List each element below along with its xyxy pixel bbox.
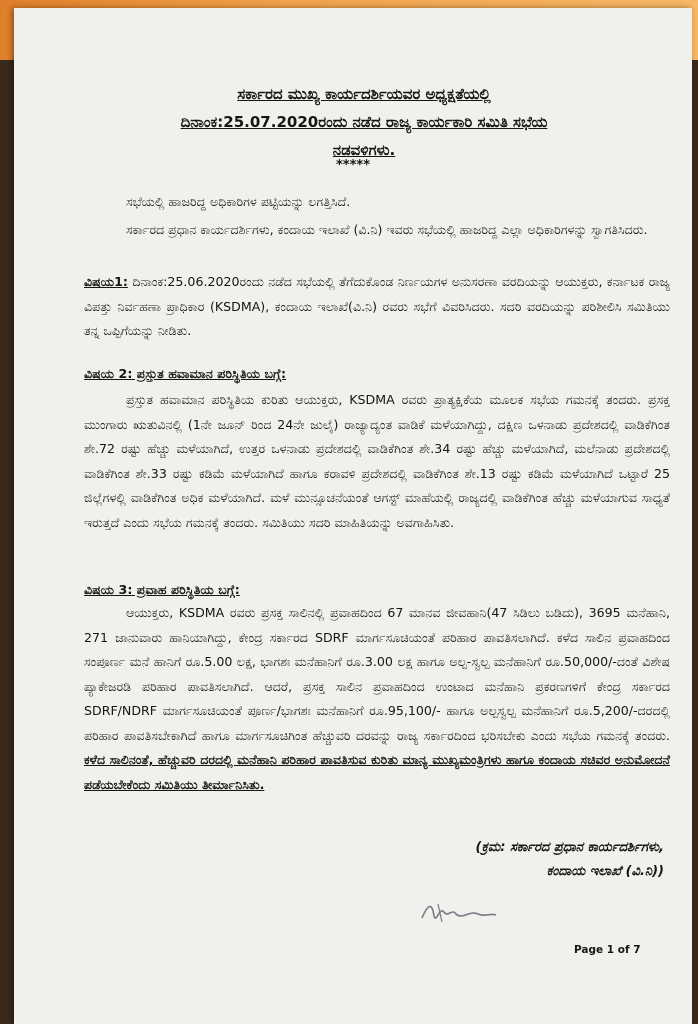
title-line-1: ಸರ್ಕಾರದ ಮುಖ್ಯ ಕಾರ್ಯದರ್ಶಿಯವರ ಅಧ್ಯಕ್ಷತೆಯಲ್ಲಿ [237,85,491,103]
page-number: Page 1 of 7 [574,944,641,956]
title-line-3: ನಡವಳಿಗಳು. [332,141,396,159]
action-line-1: (ಕ್ರಮ: ಸರ್ಕಾರದ ಪ್ರಧಾನ ಕಾರ್ಯದರ್ಶಿಗಳು, [475,840,664,855]
subject-3-resolution: ಕಳೆದ ಸಾಲಿನಂತೆ, ಹೆಚ್ಚುವರಿ ದರದಲ್ಲಿ ಮನೆಹಾನಿ ಪರಿಹಾರ ಪಾವತಿಸುವ ಕುರಿತು ಮಾನ್ಯ ಮುಖ್ಯಮಂತ್ರಿಗಳು ಹಾಗೂ ಕಂದಾಯ ಸಚಿವರ ಅನುಮೋದನೆ ಪಡೆಯಬೇಕೆಂದು ಸಮಿತಿಯು ತೀರ್ಮಾನಿಸಿತು. [84,752,670,792]
separator: ***** [336,158,370,173]
document-page [14,8,692,1024]
signature-mark [418,896,500,930]
subject-2-text: ಪ್ರಸ್ತುತ ಹವಾಮಾನ ಪರಿಸ್ಥಿತಿಯ ಕುರಿತು ಆಯುಕ್ತರು, KSDMA ರವರು ಪ್ರಾತ್ಯಕ್ಷಿಕೆಯ ಮೂಲಕ ಸಭೆಯ ಗಮನಕ್ಕೆ ತಂದರು. ಪ್ರಸಕ್ತ ಮುಂಗಾರು ಋತುವಿನಲ್ಲಿ (1ನೇ ಜೂನ್ ರಿಂದ 24ನೇ ಜುಲೈ) ರಾಜ್ಯಾದ್ಯಂತ ವಾಡಿಕೆ ಮಳೆಯಾಗಿದ್ದು, ದಕ್ಷಿಣ ಒಳನಾಡು ಪ್ರದೇಶದಲ್ಲಿ ವಾಡಿಕೆಗಿಂತ ಶೇ.72 ರಷ್ಟು ಹೆಚ್ಚು ಮಳೆಯಾಗಿದೆ, ಉತ್ತರ ಒಳನಾಡು ಪ್ರದೇಶದಲ್ಲಿ ವಾಡಿಕೆಗಿಂತ ಶೇ.34 ರಷ್ಟು ಹೆಚ್ಚು ಮಳೆಯಾಗಿದೆ, ಮಲೆನಾಡು ಪ್ರದೇಶದಲ್ಲಿ ವಾಡಿಕೆಗಿಂತ ಶೇ.33 ರಷ್ಟು ಕಡಿಮೆ ಮಳೆಯಾಗಿದೆ ಹಾಗೂ ಕರಾವಳಿ ಪ್ರದೇಶದಲ್ಲಿ ವಾಡಿಕೆಗಿಂತ ಶೇ.13 ರಷ್ಟು ಕಡಿಮೆ ಮಳೆಯಾಗಿದೆ ಒಟ್ಟಾರೆ 25 ಜಿಲ್ಲೆಗಳಲ್ಲಿ ವಾಡಿಕೆಗಿಂತ ಅಧಿಕ ಮಳೆಯಾಗಿದೆ. ಮಳೆ ಮುನ್ಸೂಚನೆಯಂತೆ ಆಗಸ್ಟ್ ಮಾಹೆಯಲ್ಲಿ ರಾಜ್ಯದಲ್ಲಿ ವಾಡಿಕೆಗಿಂತ ಹೆಚ್ಚು ಮಳೆಯಾಗುವ ಸಾಧ್ಯತೆ ಇರುತ್ತದೆ ಎಂದು ಸಭೆಯ ಗಮನಕ್ಕೆ ತಂದರು. ಸಮಿತಿಯು ಸದರಿ ಮಾಹಿತಿಯನ್ನು ಅವಗಾಹಿಸಿತು. [84,392,670,530]
attendance-note: ಸಭೆಯಲ್ಲಿ ಹಾಜರಿದ್ದ ಅಧಿಕಾರಿಗಳ ಪಟ್ಟಿಯನ್ನು ಲಗತ್ತಿಸಿದೆ. [126,194,351,209]
action-line-2: ಕಂದಾಯ ಇಲಾಖೆ (ವಿ.ನಿ)) [546,864,664,879]
title-line-2: ದಿನಾಂಕ:25.07.2020ರಂದು ನಡೆದ ರಾಜ್ಯ ಕಾರ್ಯಕಾರಿ ಸಮಿತಿ ಸಭೆಯ [180,113,548,131]
subject-3-paragraph [84,601,670,797]
subject-1-heading: ವಿಷಯ1: [84,274,128,289]
subject-3-heading: ವಿಷಯ 3: ಪ್ರವಾಹ ಪರಿಸ್ಥಿತಿಯ ಬಗ್ಗೆ: [84,582,240,597]
subject-1-paragraph [84,270,670,344]
welcome-note: ಸರ್ಕಾರದ ಪ್ರಧಾನ ಕಾರ್ಯದರ್ಶಿಗಳು, ಕಂದಾಯ ಇಲಾಖೆ (ವಿ.ನಿ) ಇವರು ಸಭೆಯಲ್ಲಿ ಹಾಜರಿದ್ದ ಎಲ್ಲಾ ಅಧಿಕಾರಿಗಳನ್ನು ಸ್ವಾಗತಿಸಿದರು. [126,222,648,237]
subject-3-text: ಆಯುಕ್ತರು, KSDMA ರವರು ಪ್ರಸಕ್ತ ಸಾಲಿನಲ್ಲಿ ಪ್ರವಾಹದಿಂದ 67 ಮಾನವ ಜೀವಹಾನಿ(47 ಸಿಡಿಲು ಬಡಿದು), 3695 ಮನೆಹಾನಿ, 271 ಜಾನುವಾರು ಹಾನಿಯಾಗಿದ್ದು, ಕೇಂದ್ರ ಸರ್ಕಾರದ SDRF ಮಾರ್ಗಸೂಚಿಯಂತೆ ಪರಿಹಾರ ಪಾವತಿಸಲಾಗಿದೆ. ಕಳೆದ ಸಾಲಿನ ಪ್ರವಾಹದಿಂದ ಸಂಪೂರ್ಣ ಮನೆ ಹಾನಿಗೆ ರೂ.5.00 ಲಕ್ಷ, ಭಾಗಶಃ ಮನೆಹಾನಿಗೆ ರೂ.3.00 ಲಕ್ಷ ಹಾಗೂ ಅಲ್ಪ-ಸ್ವಲ್ಪ ಮನೆಹಾನಿಗೆ ರೂ.50,000/-ದಂತೆ ವಿಶೇಷ ಪ್ಯಾಕೇಜರಡಿ ಪರಿಹಾರ ಪಾವತಿಸಲಾಗಿದೆ. ಆದರೆ, ಪ್ರಸಕ್ತ ಸಾಲಿನ ಪ್ರವಾಹದಿಂದ ಉಂಟಾದ ಮನೆಹಾನಿ ಪ್ರಕರಣಗಳಿಗೆ ಕೇಂದ್ರ ಸರ್ಕಾರದ SDRF/NDRF ಮಾರ್ಗಸೂಚಿಯಂತೆ ಪೂರ್ಣ/ಭಾಗಶಃ ಮನೆಹಾನಿಗೆ ರೂ.95,100/- ಹಾಗೂ ಅಲ್ಪಸ್ವಲ್ಪ ಮನೆಹಾನಿಗೆ ರೂ.5,200/-ದರದಲ್ಲಿ ಪರಿಹಾರ ಪಾವತಿಸಬೇಕಾಗಿದೆ ಹಾಗೂ ಮಾರ್ಗಸೂಚಿಗಿಂತ ಹೆಚ್ಚುವರಿ ದರವನ್ನು ರಾಜ್ಯ ಸರ್ಕಾರದಿಂದ ಭರಿಸಬೇಕು ಎಂದು ಸಭೆಯ ಗಮನಕ್ಕೆ ತಂದರು. [84,605,670,743]
subject-2-heading: ವಿಷಯ 2: ಪ್ರಸ್ತುತ ಹವಾಮಾನ ಪರಿಸ್ಥಿತಿಯ ಬಗ್ಗೆ: [84,366,287,381]
subject-1-text: ದಿನಾಂಕ:25.06.2020ರಂದು ನಡೆದ ಸಭೆಯಲ್ಲಿ ತೆಗೆದುಕೊಂಡ ನಿರ್ಣಯಗಳ ಅನುಸರಣಾ ವರದಿಯನ್ನು ಆಯುಕ್ತರು, ಕರ್ನಾಟಕ ರಾಜ್ಯ ವಿಪತ್ತು ನಿರ್ವಹಣಾ ಪ್ರಾಧಿಕಾರ (KSDMA), ಕಂದಾಯ ಇಲಾಖೆ(ವಿ.ನಿ) ರವರು ಸಭೆಗೆ ವಿವರಿಸಿದರು. ಸದರಿ ವರದಿಯನ್ನು ಪರಿಶೀಲಿಸಿ ಸಮಿತಿಯು ತನ್ನ ಒಪ್ಪಿಗೆಯನ್ನು ನೀಡಿತು. [84,274,670,338]
